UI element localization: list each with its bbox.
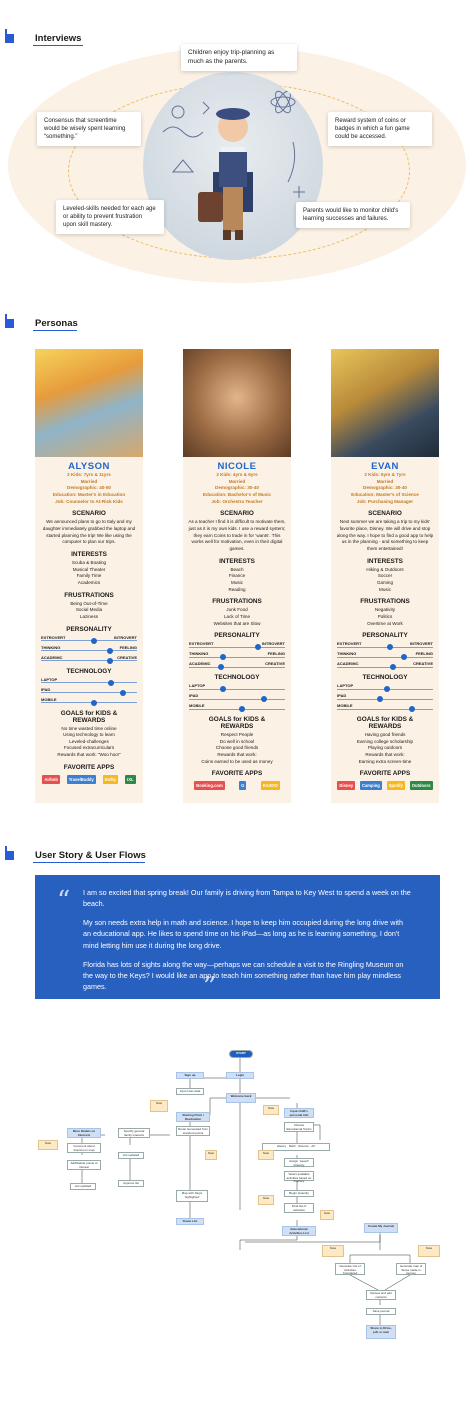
persona-info-line: Married xyxy=(228,478,246,484)
flow-node: Input User data xyxy=(176,1088,204,1095)
slider-left-label: THINKING xyxy=(337,651,357,657)
interview-insight-2: Consensus that screentime would be wisely spent learning “something.” xyxy=(37,112,141,146)
goal-item: Choose good friends xyxy=(215,745,259,751)
personality-slider xyxy=(337,659,433,669)
section-marker xyxy=(5,319,14,328)
personality-heading: PERSONALITY xyxy=(362,632,408,640)
flow-node: Final list of activities xyxy=(284,1203,314,1213)
flow-node: Add/Delete points of interest xyxy=(67,1160,101,1170)
technology-heading: TECHNOLOGY xyxy=(362,674,408,682)
persona-info xyxy=(183,472,291,505)
slider-knob xyxy=(390,664,396,670)
frustrations-heading: FRUSTRATIONS xyxy=(64,591,114,599)
apps-heading: FAVORITE APPS xyxy=(359,770,411,778)
personality-heading: PERSONALITY xyxy=(214,632,260,640)
interest-item: Music xyxy=(231,579,243,585)
goal-item: Respect People xyxy=(220,732,254,738)
slider-left-label: LAPTOP xyxy=(189,683,206,689)
slider-left-label: EXTROVERT xyxy=(337,641,362,647)
personality-slider xyxy=(337,639,433,649)
flow-create-journal: Create My Journal xyxy=(364,1223,398,1233)
persona-info-line: Job: Counselor to At-Risk Kids xyxy=(55,498,123,504)
flow-node: History · Math · Science · Art xyxy=(262,1143,330,1151)
slider-right-label: INTROVERT xyxy=(409,641,433,647)
slider-right-label: FEELING xyxy=(119,644,137,650)
flow-node: Route Generated from start/end points xyxy=(176,1126,210,1136)
apps-heading: FAVORITE APPS xyxy=(211,770,263,778)
flow-node: Assign “saved” itinerary xyxy=(284,1158,314,1167)
persona-photo xyxy=(183,349,291,457)
frustration-item: Lack of Time xyxy=(223,613,251,619)
slider-left-label: ACADEMIC xyxy=(41,654,63,660)
persona-info-line: Demographic: 30-40 xyxy=(215,485,259,491)
interview-insight-5: Parents would like to monitor child's learning successes and failures. xyxy=(296,202,410,228)
frustration-item: Laziness xyxy=(79,613,99,619)
goal-item: Having good friends xyxy=(364,732,406,738)
slider-left-label: MOBILE xyxy=(189,703,205,709)
frustration-item: Negativity xyxy=(374,607,396,613)
slider-left-label: ACADEMIC xyxy=(337,661,359,667)
slider-right-label: INTROVERT xyxy=(261,641,285,647)
persona-info-line: Education: Master's in Education xyxy=(52,491,126,497)
interest-item: Gaming xyxy=(376,579,394,585)
flow-node: Generate List of Activities Completed xyxy=(335,1263,365,1275)
goal-item: Leveled-challenges xyxy=(69,738,109,744)
section-marker xyxy=(5,34,14,43)
slider-knob xyxy=(218,664,224,670)
flow-node: Review and edit contents xyxy=(366,1290,396,1300)
slider-right-label: FEELING xyxy=(415,651,433,657)
interest-item: Musical Theater xyxy=(72,566,106,572)
slider-left-label: MOBILE xyxy=(337,703,353,709)
personality-slider xyxy=(189,649,285,659)
user-flow-diagram xyxy=(0,1040,474,1370)
interview-insight-3: Reward system of coins or badges in which a fun game could be accessed. xyxy=(328,112,432,146)
scenario-text: Next summer we are taking a trip to my kids' favorite place, Disney. We will drive and stop along the way. I hope to find a good app to help us in the planning - and something to keep them entertained! xyxy=(336,519,434,551)
slider-left-label: EXTROVERT xyxy=(189,641,214,647)
flow-node: List updated xyxy=(70,1183,96,1190)
flow-note: Note xyxy=(205,1150,217,1160)
flow-note: Note xyxy=(263,1105,279,1115)
frustration-item: Junk Food xyxy=(226,607,248,613)
frustration-item: Overtime at Work xyxy=(367,620,403,626)
apps-heading: FAVORITE APPS xyxy=(63,763,115,771)
flow-node: Select available activities based on itinerary xyxy=(284,1171,314,1181)
persona-info-line: Education: Bachelor's of Music xyxy=(202,491,272,497)
app-logo: TravelBuddy xyxy=(68,776,94,782)
goal-item: Rewards that work: xyxy=(217,752,257,758)
app-logo: Dolby xyxy=(104,776,117,782)
flow-signup: Sign up xyxy=(176,1072,204,1079)
app-logo: Booking.com xyxy=(196,783,223,789)
interview-insight-1: Children enjoy trip-planning as much as the parents. xyxy=(181,44,297,71)
slider-left-label: EXTROVERT xyxy=(41,634,66,640)
goal-item: Using technology to learn xyxy=(63,732,115,738)
slider-knob xyxy=(239,706,245,712)
section-title: Interviews xyxy=(35,33,82,44)
interest-item: Soccer xyxy=(377,573,393,579)
personality-heading: PERSONALITY xyxy=(66,625,112,633)
slider-knob xyxy=(91,700,97,706)
flow-welcome: Welcome back xyxy=(226,1093,256,1103)
flow-node: Map with Stops highlighted xyxy=(176,1190,208,1202)
child-photo xyxy=(143,72,323,260)
frustration-item: Websites that are Slow xyxy=(213,620,261,626)
goal-item: Earning extra screen-time xyxy=(358,758,412,764)
flow-node: Begin Quantity xyxy=(284,1190,314,1197)
section-underline xyxy=(33,45,83,46)
flow-note: Note xyxy=(38,1140,58,1150)
flow-educational-list: Educational Activities List xyxy=(282,1226,316,1236)
section-underline xyxy=(33,330,77,331)
frustration-item: Social Media xyxy=(75,607,103,613)
persona-info-line: 2 Kids: 4yrs & 6yrs xyxy=(216,472,258,477)
slider-left-label: IPAD xyxy=(337,693,347,699)
app-logo: Disney xyxy=(339,783,354,789)
goal-item: Earning college scholarship xyxy=(356,738,414,744)
interest-item: Finance xyxy=(228,573,246,579)
personality-slider xyxy=(189,659,285,669)
scenario-heading: SCENARIO xyxy=(220,510,254,518)
persona-info-line: Education: Master's of Science xyxy=(351,491,419,497)
persona-name: NICOLE xyxy=(217,461,257,472)
persona-name: ALYSON xyxy=(68,461,110,472)
persona-info-line: 2 Kids: 7yrs & 11yrs xyxy=(67,472,111,477)
section-title: Personas xyxy=(35,318,78,329)
persona-info-line: Job: Orchestra Teacher xyxy=(211,498,263,504)
persona-card-evan xyxy=(331,349,439,803)
flow-login: Login xyxy=(226,1072,254,1079)
flow-share: Share to Drive, pdf, or web xyxy=(366,1325,396,1339)
flow-note: Note xyxy=(258,1195,274,1205)
interest-item: Scuba & Boating xyxy=(71,559,107,565)
slider-right-label: INTROVERT xyxy=(113,634,137,640)
section-marker xyxy=(5,851,14,860)
goals-heading: GOALS for KIDS & REWARDS xyxy=(208,716,266,731)
scenario-heading: SCENARIO xyxy=(72,510,106,518)
flow-route-list: Route List xyxy=(176,1218,204,1225)
flow-node: List updated xyxy=(118,1152,144,1159)
flow-node: Specify general family interests xyxy=(118,1128,150,1138)
slider-left-label: MOBILE xyxy=(41,696,57,702)
goal-item: Focused extracurriculars xyxy=(63,745,115,751)
scenario-text: We announced plans to go to Italy and my daughter immediately grabbed the laptop and started planning the trip! We like using the computer to plan our trips. xyxy=(42,519,136,545)
persona-info-line: Job: Purchasing Manager xyxy=(356,498,414,504)
frustration-item: Politics xyxy=(377,613,393,619)
persona-photo xyxy=(35,349,143,457)
slider-left-label: THINKING xyxy=(189,651,209,657)
interests-heading: INTERESTS xyxy=(71,550,107,558)
flow-children-info: Input child's personal info xyxy=(284,1108,314,1118)
frustrations-heading: FRUSTRATIONS xyxy=(360,598,410,606)
persona-info-line: Demographic: 40-50 xyxy=(67,485,111,491)
persona-info-line: 2 Kids: 5yrs & 7yrs xyxy=(364,472,406,477)
technology-slider xyxy=(41,695,137,705)
persona-info xyxy=(35,472,143,505)
open-quote-icon: “ xyxy=(57,886,71,916)
slider-right-label: CREATIVE xyxy=(117,654,137,660)
personality-slider xyxy=(337,649,433,659)
technology-slider xyxy=(189,701,285,711)
story-paragraph: I am so excited that spring break! Our family is driving from Tampa to Key West to spend a week on the beach. xyxy=(83,888,411,909)
flow-starting-point: Starting Point / Destination xyxy=(176,1112,210,1122)
app-logo: Camping xyxy=(361,783,380,789)
goal-item: Coins earned to be used as money xyxy=(201,758,273,764)
section-header-interviews xyxy=(0,33,81,44)
section-header-personas xyxy=(0,318,78,329)
slider-left-label: LAPTOP xyxy=(337,683,354,689)
interest-item: Beach xyxy=(230,566,244,572)
flow-note: Note xyxy=(258,1150,274,1160)
section-title: User Story & User Flows xyxy=(35,850,146,861)
personality-slider xyxy=(41,643,137,653)
interest-item: Music xyxy=(379,586,391,592)
slider-left-label: LAPTOP xyxy=(41,676,58,682)
slider-left-label: IPAD xyxy=(189,693,199,699)
goals-heading: GOALS for KIDS & REWARDS xyxy=(356,716,414,731)
flow-note: Note xyxy=(320,1210,334,1220)
flow-node: Generate map of Stops made in journey xyxy=(396,1263,426,1275)
section-header-user-story xyxy=(0,850,146,861)
app-logo: Spotify xyxy=(388,783,403,789)
flow-more-details: More Details on Interests xyxy=(67,1128,101,1138)
persona-info-line: Demographic: 30-40 xyxy=(363,485,407,491)
story-paragraph: Florida has lots of sights along the way—perhaps we can schedule a visit to the Ringling Museum on the way to the Keys? I would like an app to teach him something rather than have him play mindless games. xyxy=(83,959,404,992)
flow-connectors xyxy=(0,1040,474,1370)
technology-slider xyxy=(41,675,137,685)
slider-right-label: CREATIVE xyxy=(413,661,433,667)
technology-slider xyxy=(337,691,433,701)
personality-slider xyxy=(41,633,137,643)
flow-note: Note xyxy=(322,1245,344,1257)
interest-item: Academics xyxy=(77,579,101,585)
persona-card-alyson xyxy=(35,349,143,803)
technology-slider xyxy=(41,685,137,695)
flow-node: Choose Educational Topics xyxy=(284,1122,314,1132)
persona-info xyxy=(331,472,439,505)
goals-heading: GOALS for KIDS & REWARDS xyxy=(60,709,118,724)
technology-slider xyxy=(189,691,285,701)
goal-item: Rewards that work: xyxy=(365,752,405,758)
app-logo: Outdoors xyxy=(411,783,431,789)
technology-slider xyxy=(189,681,285,691)
flow-note: Note xyxy=(418,1245,440,1257)
scenario-text: As a teacher I find it is difficult to motivate them, just as it is my own kids. I use a reward system; they earn Coins to trade in for ‘wants’. This works well for motivation, even in their digital games. xyxy=(188,519,286,551)
flow-node: Approve list xyxy=(118,1180,144,1187)
app-logo: Airbnb xyxy=(44,776,58,782)
frustration-item: Being Out-of-Time xyxy=(70,600,108,606)
interview-insight-4: Leveled-skills needed for each age or ability to prevent frustration upon skill mastery. xyxy=(56,200,164,234)
goal-item: Rewards that work: “Woo hoo!” xyxy=(57,752,121,758)
flow-start: START xyxy=(229,1050,253,1058)
app-logo: G xyxy=(241,783,245,789)
user-story-quote xyxy=(35,875,440,1002)
technology-heading: TECHNOLOGY xyxy=(214,674,260,682)
persona-card-nicole xyxy=(183,349,291,803)
flow-node: Comment about Interest on map xyxy=(67,1143,101,1153)
goal-item: Playing outdoors xyxy=(367,745,403,751)
goal-item: No time wasted time online xyxy=(61,725,117,731)
scenario-heading: SCENARIO xyxy=(368,510,402,518)
slider-right-label: FEELING xyxy=(267,651,285,657)
close-quote-icon: ” xyxy=(203,972,217,1002)
slider-knob xyxy=(107,658,113,664)
technology-heading: TECHNOLOGY xyxy=(66,667,112,675)
flow-note: Note xyxy=(150,1100,168,1112)
story-paragraph: My son needs extra help in math and science. I hope to keep him occupied during the long drive with an educational app. He likes to spend time on his iPad—as long as he is learning something, I don't mind letting him use it during the long drive. xyxy=(83,918,404,950)
section-underline xyxy=(33,862,145,863)
technology-slider xyxy=(337,701,433,711)
persona-name: EVAN xyxy=(371,461,399,472)
interests-heading: INTERESTS xyxy=(367,557,403,565)
interest-item: Family Time xyxy=(76,573,102,579)
app-logo: KAZOO xyxy=(262,783,278,789)
persona-photo xyxy=(331,349,439,457)
technology-slider xyxy=(337,681,433,691)
slider-knob xyxy=(409,706,415,712)
persona-info-line: Married xyxy=(376,478,394,484)
interests-heading: INTERESTS xyxy=(219,557,255,565)
app-logo: IXL xyxy=(127,776,134,782)
slider-left-label: IPAD xyxy=(41,686,51,692)
frustrations-heading: FRUSTRATIONS xyxy=(212,598,262,606)
persona-info-line: Married xyxy=(80,478,98,484)
goal-item: Do well in school xyxy=(219,738,255,744)
personality-slider xyxy=(189,639,285,649)
slider-left-label: THINKING xyxy=(41,644,61,650)
slider-left-label: ACADEMIC xyxy=(189,661,211,667)
interest-item: Reading xyxy=(228,586,246,592)
interest-item: Hiking & Outdoors xyxy=(366,566,404,572)
personality-slider xyxy=(41,653,137,663)
flow-node: Save journal xyxy=(366,1308,396,1315)
slider-right-label: CREATIVE xyxy=(265,661,285,667)
